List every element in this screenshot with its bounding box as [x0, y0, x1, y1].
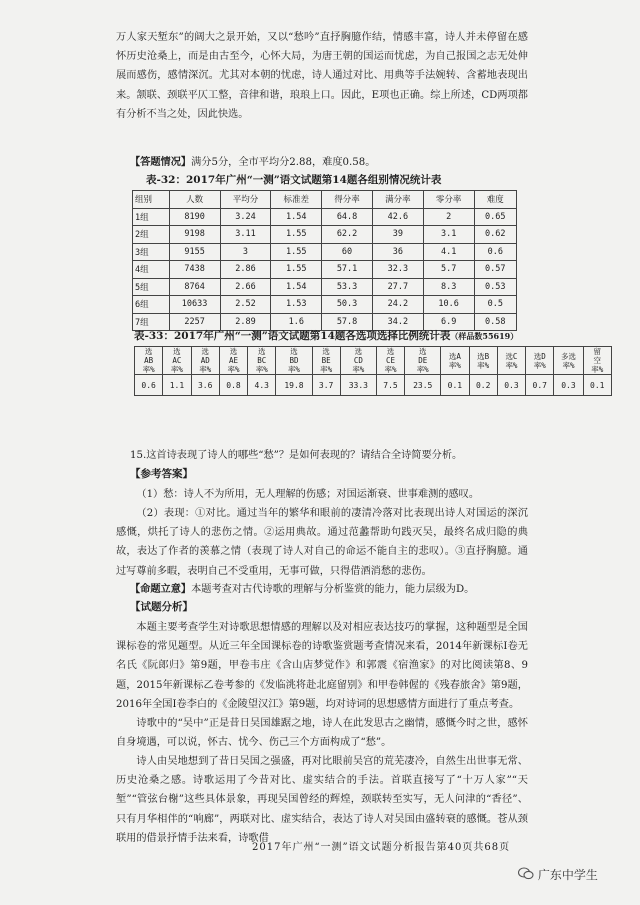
table33-header-line: CE	[386, 356, 396, 365]
table33-header-line: 率%	[448, 360, 461, 370]
table32-cell: 7组	[133, 313, 170, 331]
table33-value-cell: 0.7	[526, 375, 554, 396]
table33-header-line: 选	[290, 347, 298, 356]
table32-row	[133, 296, 517, 314]
table32-cell: 0.58	[474, 313, 516, 331]
table32-cell: 0.5	[474, 296, 516, 314]
table33-header-cell	[219, 347, 247, 375]
table32-cell: 0.65	[474, 208, 516, 226]
table33-header-line: 率%	[199, 365, 212, 374]
table32-cell: 24.2	[372, 296, 423, 314]
table33-header-cell	[248, 347, 276, 375]
table33-header-cell	[312, 347, 340, 375]
table32-cell: 2.89	[220, 313, 271, 331]
table33-title: 表-33：2017年广州“一测”语文试题第14题各选项选择比例统计表	[134, 330, 451, 342]
table32-cell: 42.6	[372, 208, 423, 226]
table32-cell: 3	[220, 243, 271, 261]
table33-header-line: 留	[593, 347, 602, 356]
table33-header-line: BC	[257, 356, 267, 365]
question-intent	[130, 580, 530, 599]
table33-values-row	[135, 375, 612, 396]
table33-header-cell	[340, 347, 376, 375]
table33-header-line: 率%	[320, 365, 333, 374]
table32-cell: 50.3	[322, 296, 373, 314]
table33-header-line: 选C	[505, 351, 518, 361]
table32	[132, 190, 517, 331]
table33-header-line: 率%	[591, 365, 604, 374]
table32-header-cell: 满分率	[372, 191, 423, 209]
table33-header-line: 选	[201, 347, 209, 356]
table32-cell: 1.55	[271, 226, 322, 244]
question-intent-label: 【命题立意】	[130, 583, 192, 595]
table33-header-cell	[191, 347, 219, 375]
table32-cell: 4组	[133, 261, 170, 279]
table32-cell: 10633	[169, 296, 220, 314]
table33-header-line: 率%	[384, 365, 397, 374]
table32-cell: 4.1	[423, 243, 474, 261]
table33-header-cell	[497, 347, 525, 375]
table32-cell: 1.54	[271, 278, 322, 296]
table33-value-cell: 0.1	[441, 375, 469, 396]
table32-cell: 5组	[133, 278, 170, 296]
table33-header-line: 选	[144, 347, 153, 356]
analysis-paragraph-1: 本题主要考查学生对诗歌思想情感的理解以及对相应表达技巧的掌握，这种题型是全国课标卷的常见题型。从近三年全国课标卷的诗歌鉴赏题考查情况来看，2014年新课标Ⅰ卷无名氏《阮郎归》第9题，甲卷韦庄《含山店梦觉作》和郭震《宿渔家》的对比阅读第8、9题，2015年新课标乙卷考参的《发临洮将赴北庭留别》和甲卷韩偓的《残春旅舍》第9题，2016年全国Ⅰ卷李白的《金陵望汉江》第9题，均对诗词的思想感情方面进行了重点考查。	[116, 622, 528, 710]
table32-header-cell: 零分率	[423, 191, 474, 209]
table33-header-line: 率%	[255, 365, 268, 374]
answer-stats	[130, 153, 530, 172]
table33-header-line: 多选	[560, 351, 576, 361]
table33-header-line: 选D	[533, 351, 546, 361]
table33-header-line: 率%	[505, 360, 518, 370]
table33-header-line: AD	[200, 356, 210, 365]
table33-header-line: 率%	[287, 365, 300, 374]
table32-cell: 8.3	[423, 278, 474, 296]
answer-stats-text: 满分5分，全市平均分2.88，难度0.58。	[191, 157, 376, 168]
table33-header-line: 率%	[170, 365, 183, 374]
table32-cell: 0.62	[474, 226, 516, 244]
table33-header-cell	[583, 347, 611, 375]
table32-cell: 64.8	[322, 208, 373, 226]
table33-header-line: 选	[386, 347, 395, 356]
table33-header-line: 率%	[562, 360, 575, 370]
table33-header-line: 选	[258, 347, 266, 356]
table32-cell: 1.55	[271, 243, 322, 261]
page-footer: 2017年广州“一测”语文试题分析报告第40页共68页	[252, 842, 511, 853]
table33-header-line: 选A	[448, 351, 461, 361]
reference-answer-label: 【参考答案】	[130, 468, 193, 480]
table33-header-line: AC	[172, 356, 182, 365]
table32-cell: 9198	[169, 226, 220, 244]
table33-header-line: 率%	[533, 360, 546, 370]
table33	[134, 346, 612, 396]
table33-header-line: 选	[322, 347, 330, 356]
table32-header-cell: 组别	[133, 191, 170, 209]
table33-value-cell: 1.1	[163, 375, 191, 396]
table33-value-cell: 0.1	[583, 375, 611, 396]
table33-header-cell	[405, 347, 441, 375]
table33-header-cell	[441, 347, 469, 375]
table33-value-cell: 19.8	[276, 375, 312, 396]
table32-row	[133, 226, 517, 244]
table32-cell: 3.1	[423, 226, 474, 244]
table33-header-line: CD	[353, 356, 363, 365]
table33-header-line: 选	[229, 347, 238, 356]
table32-header-cell: 人数	[169, 191, 220, 209]
table33-value-cell: 4.3	[248, 375, 276, 396]
table32-cell: 5.7	[423, 261, 474, 279]
table33-header-row	[135, 347, 612, 375]
table32-cell: 6组	[133, 296, 170, 314]
table33-header-line: AB	[144, 356, 154, 365]
table33-header-cell	[276, 347, 312, 375]
table32-cell: 32.3	[372, 261, 423, 279]
table32-cell: 0.57	[474, 261, 516, 279]
table32-title: 表-32：2017年广州“一测”语文试题第14题各组别情况统计表	[146, 174, 442, 186]
table32-cell: 53.3	[322, 278, 373, 296]
table33-header-line: 率%	[227, 365, 240, 374]
table32-row	[133, 278, 517, 296]
table33-value-cell: 3.6	[191, 375, 219, 396]
table33-header-cell	[469, 347, 497, 375]
table32-header-cell: 得分率	[322, 191, 373, 209]
table32-body	[133, 191, 517, 331]
question-15: 15.这首诗表现了诗人的哪些“愁”？是如何表现的？请结合全诗简要分析。	[130, 450, 463, 461]
table32-cell: 3组	[133, 243, 170, 261]
table32-cell: 57.8	[322, 313, 373, 331]
table33-sample-size: （样品数55619）	[450, 331, 519, 341]
table32-header-cell: 难度	[474, 191, 516, 209]
table32-cell: 1.53	[271, 296, 322, 314]
table32-cell: 39	[372, 226, 423, 244]
table33-header-line: DE	[418, 356, 428, 365]
table32-header-cell: 平均分	[220, 191, 271, 209]
table32-row	[133, 261, 517, 279]
table32-cell: 60	[322, 243, 373, 261]
table33-header-line: 空	[593, 356, 602, 365]
table33-value-cell: 0.6	[135, 375, 163, 396]
table33-header-line: AE	[228, 356, 238, 365]
table32-cell: 62.2	[322, 226, 373, 244]
table33-header-line: 率%	[352, 365, 365, 374]
table33-header-line: 率%	[416, 365, 429, 374]
table32-cell: 3.11	[220, 226, 271, 244]
table32-cell: 1.6	[271, 313, 322, 331]
table33-header-line: BE	[321, 356, 331, 365]
wechat-icon	[518, 869, 538, 883]
table33-value-cell: 0.3	[497, 375, 525, 396]
answer-stats-label: 【答题情况】	[130, 156, 192, 168]
table32-cell: 2.86	[220, 261, 271, 279]
table32-cell: 34.2	[372, 313, 423, 331]
table33-value-cell: 3.7	[312, 375, 340, 396]
table33-value-cell: 33.3	[340, 375, 376, 396]
table33-header-line: 选	[354, 347, 363, 356]
table32-cell: 3.24	[220, 208, 271, 226]
table33-title-block	[134, 328, 518, 343]
table33-body	[135, 347, 612, 396]
table32-cell: 27.7	[372, 278, 423, 296]
table32-cell: 10.6	[423, 296, 474, 314]
table33-value-cell: 0.3	[554, 375, 583, 396]
table33-value-cell: 23.5	[405, 375, 441, 396]
analysis-label: 【试题分析】	[130, 601, 193, 613]
table32-cell: 0.6	[474, 243, 516, 261]
table32-cell: 8190	[169, 208, 220, 226]
table32-cell: 2.52	[220, 296, 271, 314]
answer-part-2: （2）表现：①对比。通过当年的繁华和眼前的凄清冷落对比表现出诗人对国运的深沉感慨，烘托了诗人的悲伤之情。②运用典故。通过范蠡帮助句践灭吴，最终名成归隐的典故，表达了作者的羡慕之情（表现了诗人对自己的命运不能自主的悲叹）。③直抒胸臆。通过写尊前多暇，表明自己不受重用，无事可做，只得借酒消愁的悲伤。	[116, 508, 528, 577]
table33-header-cell	[163, 347, 191, 375]
table33-header-line: 选	[418, 347, 427, 356]
table32-cell: 2	[423, 208, 474, 226]
table32-row	[133, 208, 517, 226]
table33-header-line: BD	[289, 356, 299, 365]
table32-cell: 1.55	[271, 261, 322, 279]
table32-cell: 8764	[169, 278, 220, 296]
table32-cell: 2257	[169, 313, 220, 331]
table32-cell: 1.54	[271, 208, 322, 226]
table32-cell: 0.53	[474, 278, 516, 296]
table33-header-line: 率%	[477, 360, 490, 370]
table33-header-cell	[526, 347, 554, 375]
table32-cell: 9155	[169, 243, 220, 261]
table33-header-cell	[135, 347, 163, 375]
table33-header-line: 选B	[477, 351, 490, 361]
table32-cell: 36	[372, 243, 423, 261]
table33-value-cell: 0.8	[219, 375, 247, 396]
table33-header-line: 选	[173, 347, 181, 356]
table32-header-cell: 标准差	[271, 191, 322, 209]
table33-value-cell: 0.2	[469, 375, 497, 396]
watermark-badge	[518, 866, 598, 883]
intro-paragraph: 万人家天堑东”的阔大之景开始，又以“愁吟”直抒胸臆作结，情感丰富，诗人并未停留在感怀历史沧桑上，而是由古至今，心怀大局，为唐王朝的国运而忧虑，为自己报国之志无处伸展而感伤，感情深沉。尤其对本朝的忧虑，诗人通过对比、用典等手法婉转、含蓄地表现出来。颔联、颈联平仄工整，音律和谐，琅琅上口。因此，E项也正确。综上所述，CD两项都有分析不当之处，因此快选。	[116, 32, 528, 120]
table32-cell: 2组	[133, 226, 170, 244]
table33-value-cell: 7.5	[376, 375, 404, 396]
table32-cell: 2.66	[220, 278, 271, 296]
table32-cell: 57.1	[322, 261, 373, 279]
answer-part-1: （1）愁：诗人不为所用，无人理解的伤感；对国运渐衰、世事难测的感叹。	[136, 489, 480, 500]
question-intent-text: 本题考查对古代诗歌的理解与分析鉴赏的能力，能力层级为D。	[191, 584, 475, 595]
table33-header-cell	[376, 347, 404, 375]
analysis-paragraph-2: 诗歌中的“吴中”正是昔日吴国雄踞之地，诗人在此发思古之幽情，感慨今时之世，感怀自身境遇，可以说，怀古、忧今、伤己三个方面构成了“愁”。	[116, 718, 528, 749]
table32-cell: 7438	[169, 261, 220, 279]
table32-header-row	[133, 191, 517, 209]
table33-header-cell	[554, 347, 583, 375]
table32-cell: 6.9	[423, 313, 474, 331]
table32-row	[133, 243, 517, 261]
watermark-text: 广东中学生	[537, 868, 598, 882]
table32-cell: 1组	[133, 208, 170, 226]
analysis-paragraph-3: 诗人由吴地想到了昔日吴国之强盛，再对比眼前吴宫的荒芜凄冷，自然生出世事无常、历史沧桑之感。诗歌运用了今昔对比、虚实结合的手法。首联直接写了“十万人家”“天堑”“管弦台榭”这些具体景象，再现吴国曾经的辉煌，颈联转至实写，无人问津的“香径”、只有月华相伴的“响廊”，两联对比、虚实结合，表达了诗人对吴国由盛转衰的感慨。苍从颈联用的借景抒情手法来看，诗歌借	[116, 756, 528, 844]
table33-header-line: 率%	[142, 365, 155, 374]
